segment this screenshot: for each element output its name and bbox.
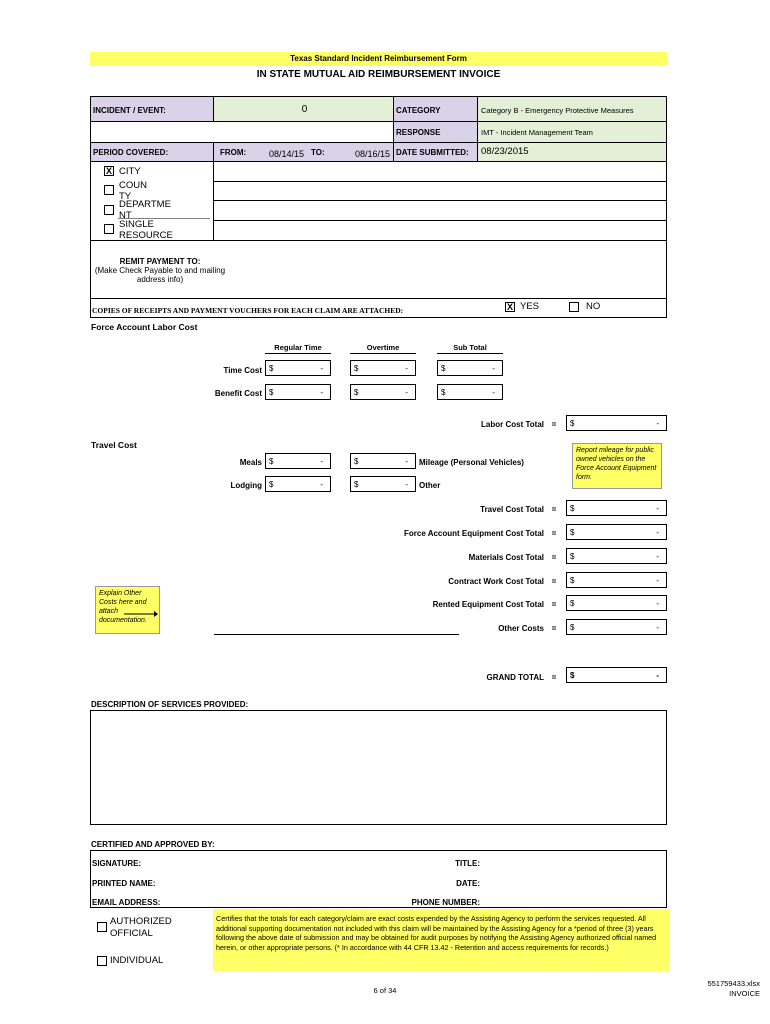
receipts-no-checkbox[interactable] xyxy=(569,302,579,312)
printed-name-label: PRINTED NAME: xyxy=(92,879,156,888)
equals-sign: = xyxy=(551,553,557,562)
period-label: PERIOD COVERED: xyxy=(93,148,169,157)
category-label: CATEGORY xyxy=(396,106,441,115)
to-date[interactable]: 08/16/15 xyxy=(355,149,391,159)
city-checkbox[interactable]: X xyxy=(105,166,112,176)
city-label: CITY xyxy=(119,166,141,177)
contract-work-total-field[interactable]: $ - xyxy=(566,572,667,588)
single-resource-checkbox[interactable] xyxy=(104,224,114,234)
response-value: IMT - Incident Management Team xyxy=(481,128,593,137)
form-title: IN STATE MUTUAL AID REIMBURSEMENT INVOICE xyxy=(256,69,501,80)
other-travel-field[interactable]: $ - xyxy=(350,476,416,492)
authorized-official-label: AUTHORIZED OFFICIAL xyxy=(110,916,172,939)
lodging-field[interactable]: $ - xyxy=(265,476,331,492)
meals-label: Meals xyxy=(239,458,262,467)
other-costs-note: Explain Other Costs here and attach documentation. xyxy=(95,586,160,634)
lodging-label: Lodging xyxy=(230,481,262,490)
labor-total-equals: = xyxy=(551,420,557,429)
remit-subtitle: (Make Check Payable to and mailing address info) xyxy=(94,266,226,284)
mileage-note: Report mileage for public owned vehicles on the Force Account Equipment form. xyxy=(572,443,662,489)
response-field[interactable] xyxy=(477,121,667,143)
individual-checkbox[interactable] xyxy=(97,956,107,966)
time-cost-subtotal[interactable]: $ - xyxy=(437,360,503,376)
county-checkbox[interactable] xyxy=(104,185,114,195)
footer-sheet: INVOICE xyxy=(729,989,760,998)
grand-total-field[interactable]: $ - xyxy=(566,667,667,683)
time-cost-label: Time Cost xyxy=(223,366,262,375)
description-field[interactable] xyxy=(90,710,667,825)
incident-extra-cell[interactable] xyxy=(90,121,394,143)
equals-sign: = xyxy=(551,505,557,514)
description-label: DESCRIPTION OF SERVICES PROVIDED: xyxy=(91,700,249,709)
receipts-yes-checkbox[interactable]: X xyxy=(506,302,513,312)
response-label: RESPONSE xyxy=(396,128,441,137)
remit-title: REMIT PAYMENT TO: xyxy=(119,257,201,266)
mileage-field[interactable]: $ - xyxy=(350,453,416,469)
date-submitted-label-cell xyxy=(393,142,478,162)
to-label: TO: xyxy=(311,148,325,157)
certification-statement: Certifies that the totals for each category/claim are exact costs expended by the Assisting Agency to perform the services requested. All additional supporting documentation not included with this claim will be maintained by the Assisting Agency for a *period of three (3) years following the above date of submission and may be obtained for audit purposes by notifying the Assisting Agency authorized official named herein, or other appropriate persons. (* In accordance with 44 CFR 13.42 - Retention and access requirements for records.) xyxy=(213,909,670,971)
period-dates-cell xyxy=(213,142,394,162)
from-label: FROM: xyxy=(220,148,247,157)
page-number: 6 of 34 xyxy=(373,986,397,995)
phone-label: PHONE NUMBER: xyxy=(411,898,480,907)
equals-sign: = xyxy=(551,529,557,538)
incident-label-cell xyxy=(90,96,214,122)
individual-label: INDIVIDUAL xyxy=(110,955,164,966)
form-banner: Texas Standard Incident Reimbursement Form xyxy=(90,52,667,66)
incident-label: INCIDENT / EVENT: xyxy=(93,106,166,115)
authorized-official-checkbox[interactable] xyxy=(97,922,107,932)
from-date[interactable]: 08/14/15 xyxy=(269,149,305,159)
contract-work-total-label: Contract Work Cost Total xyxy=(448,577,544,586)
other-costs-explanation-line[interactable] xyxy=(214,634,459,635)
category-field[interactable] xyxy=(477,96,667,122)
single-resource-label: SINGLE RESOURCE xyxy=(119,219,173,241)
equals-sign: = xyxy=(551,673,557,682)
date-submitted-field[interactable] xyxy=(477,142,667,162)
receipts-no-label: NO xyxy=(586,301,601,312)
col-subtotal: Sub Total xyxy=(453,343,487,352)
date-submitted-value: 08/23/2015 xyxy=(481,146,529,157)
equals-sign: = xyxy=(551,624,557,633)
rented-equipment-total-field[interactable]: $ - xyxy=(566,595,667,611)
title-label: TITLE: xyxy=(455,859,480,868)
meals-field[interactable]: $ - xyxy=(265,453,331,469)
grand-total-label: GRAND TOTAL xyxy=(486,673,544,682)
rented-equipment-total-label: Rented Equipment Cost Total xyxy=(432,600,544,609)
footer-filename: 551759433.xlsx xyxy=(707,979,760,988)
incident-value: 0 xyxy=(301,104,308,115)
time-cost-regular[interactable]: $ - xyxy=(265,360,331,376)
travel-total-label: Travel Cost Total xyxy=(480,505,544,514)
category-label-cell xyxy=(393,96,478,122)
time-cost-overtime[interactable]: $ - xyxy=(350,360,416,376)
benefit-cost-subtotal[interactable]: $ - xyxy=(437,384,503,400)
labor-section-title: Force Account Labor Cost xyxy=(91,322,198,332)
email-label: EMAIL ADDRESS: xyxy=(92,898,161,907)
benefit-cost-regular[interactable]: $ - xyxy=(265,384,331,400)
materials-total-field[interactable]: $ - xyxy=(566,548,667,564)
travel-section-title: Travel Cost xyxy=(91,440,137,450)
equals-sign: = xyxy=(551,577,557,586)
certified-title: CERTIFIED AND APPROVED BY: xyxy=(91,840,215,849)
equals-sign: = xyxy=(551,600,557,609)
labor-total-label: Labor Cost Total xyxy=(481,420,544,429)
travel-total-field[interactable]: $ - xyxy=(566,500,667,516)
incident-field[interactable] xyxy=(213,96,394,122)
other-travel-label: Other xyxy=(419,481,441,490)
mileage-label: Mileage (Personal Vehicles) xyxy=(419,458,524,467)
receipts-label: COPIES OF RECEIPTS AND PAYMENT VOUCHERS FOR EACH CLAIM ARE ATTACHED: xyxy=(92,306,404,315)
period-label-cell xyxy=(90,142,214,162)
arrow-right-icon xyxy=(124,610,158,618)
equipment-total-label: Force Account Equipment Cost Total xyxy=(403,529,544,538)
response-label-cell xyxy=(393,121,478,143)
department-label: DEPARTME NT xyxy=(119,199,171,220)
department-checkbox[interactable] xyxy=(104,205,114,215)
category-value: Category B - Emergency Protective Measures xyxy=(481,106,634,115)
date-submitted-label: DATE SUBMITTED: xyxy=(396,148,469,157)
benefit-cost-label: Benefit Cost xyxy=(214,389,262,398)
col-overtime: Overtime xyxy=(366,343,400,352)
col-regular-time: Regular Time xyxy=(274,343,322,352)
equipment-total-field[interactable]: $ - xyxy=(566,524,667,540)
benefit-cost-overtime[interactable]: $ - xyxy=(350,384,416,400)
receipts-yes-label: YES xyxy=(520,301,540,312)
county-label: COUN TY xyxy=(119,180,147,202)
certification-block xyxy=(90,850,667,908)
signature-label: SIGNATURE: xyxy=(92,859,142,868)
date-label: DATE: xyxy=(456,879,480,888)
materials-total-label: Materials Cost Total xyxy=(468,553,544,562)
other-costs-field[interactable]: $ - xyxy=(566,619,667,635)
other-costs-label: Other Costs xyxy=(498,624,544,633)
labor-total-field[interactable]: $ - xyxy=(566,415,667,431)
